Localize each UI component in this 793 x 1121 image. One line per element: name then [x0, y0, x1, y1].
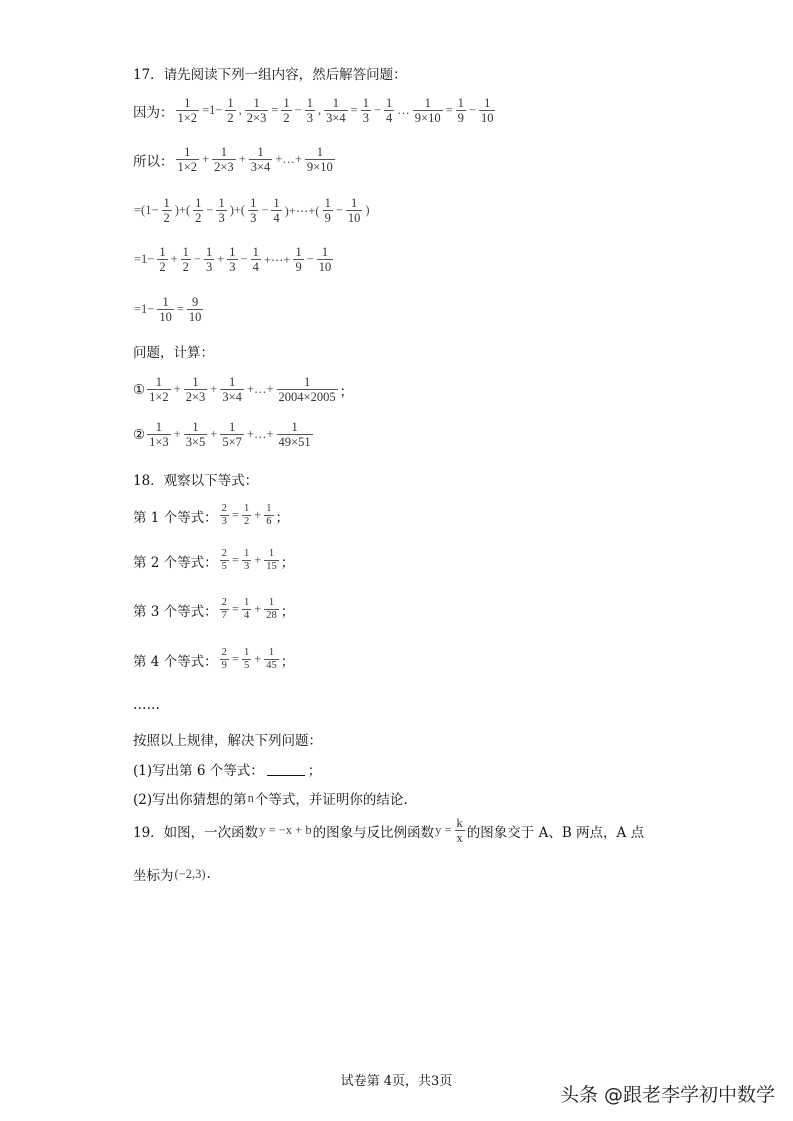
numerator: 1: [268, 597, 275, 608]
text: ②: [133, 426, 146, 443]
denominator: 4: [252, 260, 259, 275]
math-symbol: (−2,3): [174, 866, 206, 881]
math-symbol: +: [210, 382, 218, 397]
math-symbol: −: [294, 103, 302, 118]
text: 的图象与反比例函数: [312, 824, 435, 841]
fraction: [479, 96, 496, 126]
numerator: 1: [243, 647, 250, 658]
fraction: [264, 548, 279, 573]
fraction: [220, 375, 244, 405]
denominator: 10: [188, 310, 202, 325]
numerator: 1: [321, 245, 329, 259]
fraction: [162, 196, 172, 226]
numerator: 1: [283, 96, 290, 110]
numerator: 1: [316, 145, 323, 159]
denominator: 9×10: [306, 160, 333, 175]
fraction: [264, 597, 279, 622]
numerator: 1: [362, 96, 369, 110]
denominator: 3: [250, 211, 257, 226]
math-symbol: +: [170, 252, 178, 267]
denominator: x: [456, 831, 463, 846]
numerator: 1: [184, 96, 191, 110]
q17-question: [133, 341, 214, 361]
text: (1)写出第 6 个等式：: [133, 763, 264, 779]
fraction: [384, 96, 394, 126]
math-symbol: −: [193, 252, 201, 267]
fraction: [147, 420, 171, 450]
denominator: 2: [195, 211, 202, 226]
denominator: 2×3: [185, 390, 206, 405]
page-footer: 试卷第 4页，共3页: [340, 1074, 453, 1089]
numerator: 2: [221, 503, 227, 514]
numerator: 1: [182, 245, 189, 259]
q19-title: [133, 816, 644, 846]
q17-step2: [133, 245, 335, 275]
numerator: 1: [252, 245, 259, 259]
q17-so: [133, 145, 337, 175]
numerator: 1: [155, 375, 163, 389]
fraction: [176, 145, 200, 175]
numerator: 1: [266, 503, 272, 514]
text: 第 1 个等式：: [133, 509, 218, 526]
text: 问题，计算：: [133, 345, 214, 361]
fraction: [181, 245, 191, 275]
fraction: [176, 96, 200, 126]
q17-part2: [133, 420, 315, 450]
math-symbol: =: [350, 103, 358, 118]
denominator: 3: [362, 111, 369, 126]
math-symbol: −: [335, 203, 343, 218]
fraction: [220, 597, 229, 622]
math-symbol: +: [210, 427, 218, 442]
numerator: 1: [184, 145, 191, 159]
fraction: [220, 503, 229, 528]
fraction: [242, 503, 251, 528]
math-symbol: +: [254, 602, 262, 617]
q17-part1: [133, 375, 353, 405]
numerator: 1: [268, 548, 275, 559]
math-symbol: ,: [317, 103, 322, 118]
numerator: 1: [386, 96, 393, 110]
denominator: 6: [266, 516, 272, 528]
numerator: 1: [291, 420, 298, 434]
numerator: 1: [332, 96, 340, 110]
numerator: 1: [229, 420, 236, 434]
fraction: [242, 647, 251, 672]
math-symbol: y = −x + b: [259, 823, 312, 838]
fraction: [251, 245, 261, 275]
denominator: 3: [243, 561, 250, 573]
fraction: [193, 196, 203, 226]
numerator: 1: [250, 196, 257, 210]
denominator: 3: [306, 111, 313, 126]
fraction: [242, 548, 251, 573]
numerator: 1: [351, 196, 358, 210]
denominator: 9: [295, 260, 302, 275]
text: .: [206, 866, 211, 882]
q17-because: [133, 96, 497, 126]
text: (2)写出你猜想的第: [133, 792, 247, 808]
numerator: 1: [303, 375, 311, 389]
denominator: 2×3: [246, 111, 267, 126]
denominator: 10: [347, 211, 361, 226]
q18-eq3: [133, 597, 294, 622]
denominator: 49×51: [278, 435, 311, 450]
numerator: 1: [268, 647, 275, 658]
math-symbol: −: [468, 103, 476, 118]
text: ；: [280, 603, 295, 620]
fraction: [184, 375, 208, 405]
denominator: 7: [221, 610, 227, 622]
math-symbol: =1−: [202, 103, 223, 118]
text: 的图象交于 A、B 两点，A 点: [466, 824, 645, 841]
math-symbol: −: [240, 252, 248, 267]
math-symbol: =: [231, 553, 239, 568]
math-symbol: +: [238, 152, 246, 167]
fraction: [293, 245, 303, 275]
numerator: 1: [295, 245, 302, 259]
text: 因为：: [133, 104, 174, 121]
math-symbol: −: [373, 103, 382, 118]
q17-title: [133, 63, 407, 83]
text: 18．观察以下等式：: [133, 473, 259, 489]
denominator: 28: [266, 610, 277, 622]
math-symbol: −: [306, 252, 314, 267]
numerator: 1: [273, 196, 280, 210]
math-symbol: =: [231, 508, 239, 523]
fraction: [455, 816, 465, 846]
q17-step3: [133, 295, 205, 325]
fraction: [264, 503, 273, 528]
fraction: [220, 420, 244, 450]
denominator: 4: [273, 211, 280, 226]
denominator: 2004×2005: [278, 390, 336, 405]
q17-step1: [133, 196, 371, 226]
numerator: 1: [162, 295, 169, 309]
fraction: [227, 245, 237, 275]
numerator: 1: [163, 196, 170, 210]
denominator: 3×4: [222, 390, 242, 405]
denominator: 3×4: [250, 160, 271, 175]
denominator: 45: [266, 660, 277, 672]
text: ；: [275, 509, 290, 526]
numerator: 1: [195, 196, 202, 210]
fraction: [157, 295, 174, 325]
fraction: [456, 96, 466, 126]
q18-eq2: [133, 548, 294, 573]
denominator: 3: [205, 260, 213, 275]
denominator: 3×4: [326, 111, 346, 126]
numerator: 1: [192, 375, 199, 389]
math-symbol: =1−: [134, 252, 155, 267]
numerator: 1: [243, 503, 250, 514]
q18-rule: [133, 729, 322, 749]
numerator: 1: [218, 196, 225, 210]
denominator: 2: [283, 111, 290, 126]
fraction: [324, 96, 348, 126]
q18-part1: [133, 759, 321, 779]
text: 第 3 个等式：: [133, 603, 218, 620]
denominator: 3: [229, 260, 236, 275]
text: 第 4 个等式：: [133, 653, 218, 670]
text: ；: [307, 763, 322, 779]
denominator: 2: [163, 211, 170, 226]
numerator: 1: [229, 245, 236, 259]
fraction: [281, 96, 291, 126]
numerator: 1: [306, 96, 313, 110]
denominator: 3×5: [185, 435, 206, 450]
fraction: [187, 295, 204, 325]
math-symbol: ): [365, 203, 370, 218]
numerator: 1: [229, 375, 236, 389]
denominator: 3: [218, 211, 225, 226]
denominator: 2: [182, 260, 189, 275]
fraction: [242, 597, 251, 622]
fraction: [147, 375, 171, 405]
math-symbol: +…+: [246, 427, 274, 442]
text: 所以：: [133, 153, 174, 170]
numerator: 1: [253, 96, 260, 110]
math-symbol: +: [254, 508, 262, 523]
fraction: [317, 245, 334, 275]
denominator: 4: [386, 111, 393, 126]
fraction: [249, 145, 273, 175]
math-symbol: =: [176, 302, 184, 317]
fraction: [212, 145, 236, 175]
q19-coord: [133, 864, 211, 884]
answer-blank: [267, 763, 305, 776]
text: 17．请先阅读下列一组内容，然后解答问题：: [133, 67, 407, 83]
fraction: [277, 375, 338, 405]
fraction: [305, 145, 335, 175]
math-symbol: ,: [238, 103, 242, 118]
math-symbol: =1−: [134, 302, 155, 317]
math-symbol: +: [254, 652, 262, 667]
denominator: 10: [159, 310, 172, 325]
math-symbol: +: [173, 427, 181, 442]
numerator: 1: [484, 96, 491, 110]
fraction: [277, 420, 313, 450]
q18-part2: [133, 788, 408, 808]
denominator: 2: [243, 516, 250, 528]
denominator: 3: [221, 516, 227, 528]
denominator: 1×2: [149, 390, 169, 405]
text: 按照以上规律，解决下列问题：: [133, 733, 322, 749]
numerator: 1: [457, 96, 464, 110]
q18-eq4: [133, 647, 294, 672]
numerator: 1: [243, 548, 250, 559]
q18-title: [133, 469, 258, 489]
math-symbol: +⋯+: [263, 252, 291, 267]
denominator: 9: [324, 211, 331, 226]
numerator: 1: [227, 96, 234, 110]
numerator: 1: [205, 245, 213, 259]
numerator: 1: [424, 96, 431, 110]
fraction: [413, 96, 443, 126]
fraction: [264, 647, 279, 672]
fraction: [157, 245, 167, 275]
denominator: 9: [221, 660, 227, 672]
numerator: 1: [243, 597, 250, 608]
denominator: 5: [221, 561, 227, 573]
fraction: [346, 196, 363, 226]
text: ①: [133, 381, 146, 398]
fraction: [323, 196, 333, 226]
denominator: 2: [227, 111, 234, 126]
denominator: 2×3: [214, 160, 234, 175]
denominator: 5: [243, 660, 250, 672]
fraction: [220, 647, 229, 672]
denominator: 4: [243, 610, 250, 622]
fraction: [184, 420, 208, 450]
math-symbol: +: [202, 152, 210, 167]
math-symbol: +…+: [246, 382, 274, 397]
text: ；: [280, 653, 295, 670]
denominator: 1×2: [177, 111, 198, 126]
numerator: 1: [155, 420, 163, 434]
denominator: 15: [266, 561, 277, 573]
text: ；: [339, 383, 354, 400]
fraction: [271, 196, 281, 226]
fraction: [305, 96, 315, 126]
math-symbol: +: [217, 252, 225, 267]
math-symbol: )+⋯+(: [284, 203, 320, 218]
fraction: [248, 196, 258, 226]
math-symbol: )+(: [174, 203, 191, 218]
denominator: 1×2: [177, 160, 198, 175]
math-symbol: =: [231, 652, 239, 667]
numerator: 1: [324, 196, 331, 210]
math-symbol: =: [271, 103, 279, 118]
fraction: [361, 96, 371, 126]
fraction: [216, 196, 226, 226]
text: ……: [133, 697, 160, 713]
denominator: 9: [457, 111, 464, 126]
denominator: 10: [480, 111, 494, 126]
numerator: k: [456, 816, 463, 830]
text: ；: [280, 554, 295, 571]
math-symbol: =: [231, 602, 239, 617]
text: 坐标为: [133, 868, 174, 884]
numerator: 2: [221, 597, 227, 608]
denominator: 9×10: [414, 111, 441, 126]
denominator: 5×7: [222, 435, 242, 450]
text: 19．如图，一次函数: [133, 824, 259, 841]
denominator: 10: [318, 260, 332, 275]
fraction: [204, 245, 214, 275]
q18-eq1: [133, 503, 289, 528]
numerator: 1: [192, 420, 199, 434]
math-symbol: +: [254, 553, 262, 568]
denominator: 2: [159, 260, 166, 275]
numerator: 2: [221, 647, 227, 658]
math-symbol: y =: [435, 823, 452, 838]
text: 个等式，并证明你的结论.: [254, 792, 408, 808]
fraction: [220, 548, 229, 573]
numerator: 1: [220, 145, 228, 159]
numerator: 2: [221, 548, 227, 559]
math-symbol: …: [397, 103, 410, 118]
math-symbol: )+(: [229, 203, 246, 218]
numerator: 1: [257, 145, 264, 159]
math-symbol: =: [445, 103, 453, 118]
q18-ellipsis: [133, 697, 160, 713]
math-symbol: +…+: [275, 152, 302, 167]
numerator: 1: [159, 245, 166, 259]
text: 第 2 个等式：: [133, 554, 218, 571]
watermark: 头条 @跟老李学初中数学: [559, 1084, 775, 1106]
fraction: [245, 96, 269, 126]
fraction: [225, 96, 235, 126]
math-symbol: =(1−: [134, 203, 159, 218]
math-symbol: +: [173, 382, 181, 397]
denominator: 1×3: [149, 435, 169, 450]
math-symbol: −: [261, 203, 269, 218]
math-symbol: −: [206, 203, 214, 218]
math-symbol: n: [247, 790, 254, 805]
numerator: 9: [192, 295, 199, 309]
